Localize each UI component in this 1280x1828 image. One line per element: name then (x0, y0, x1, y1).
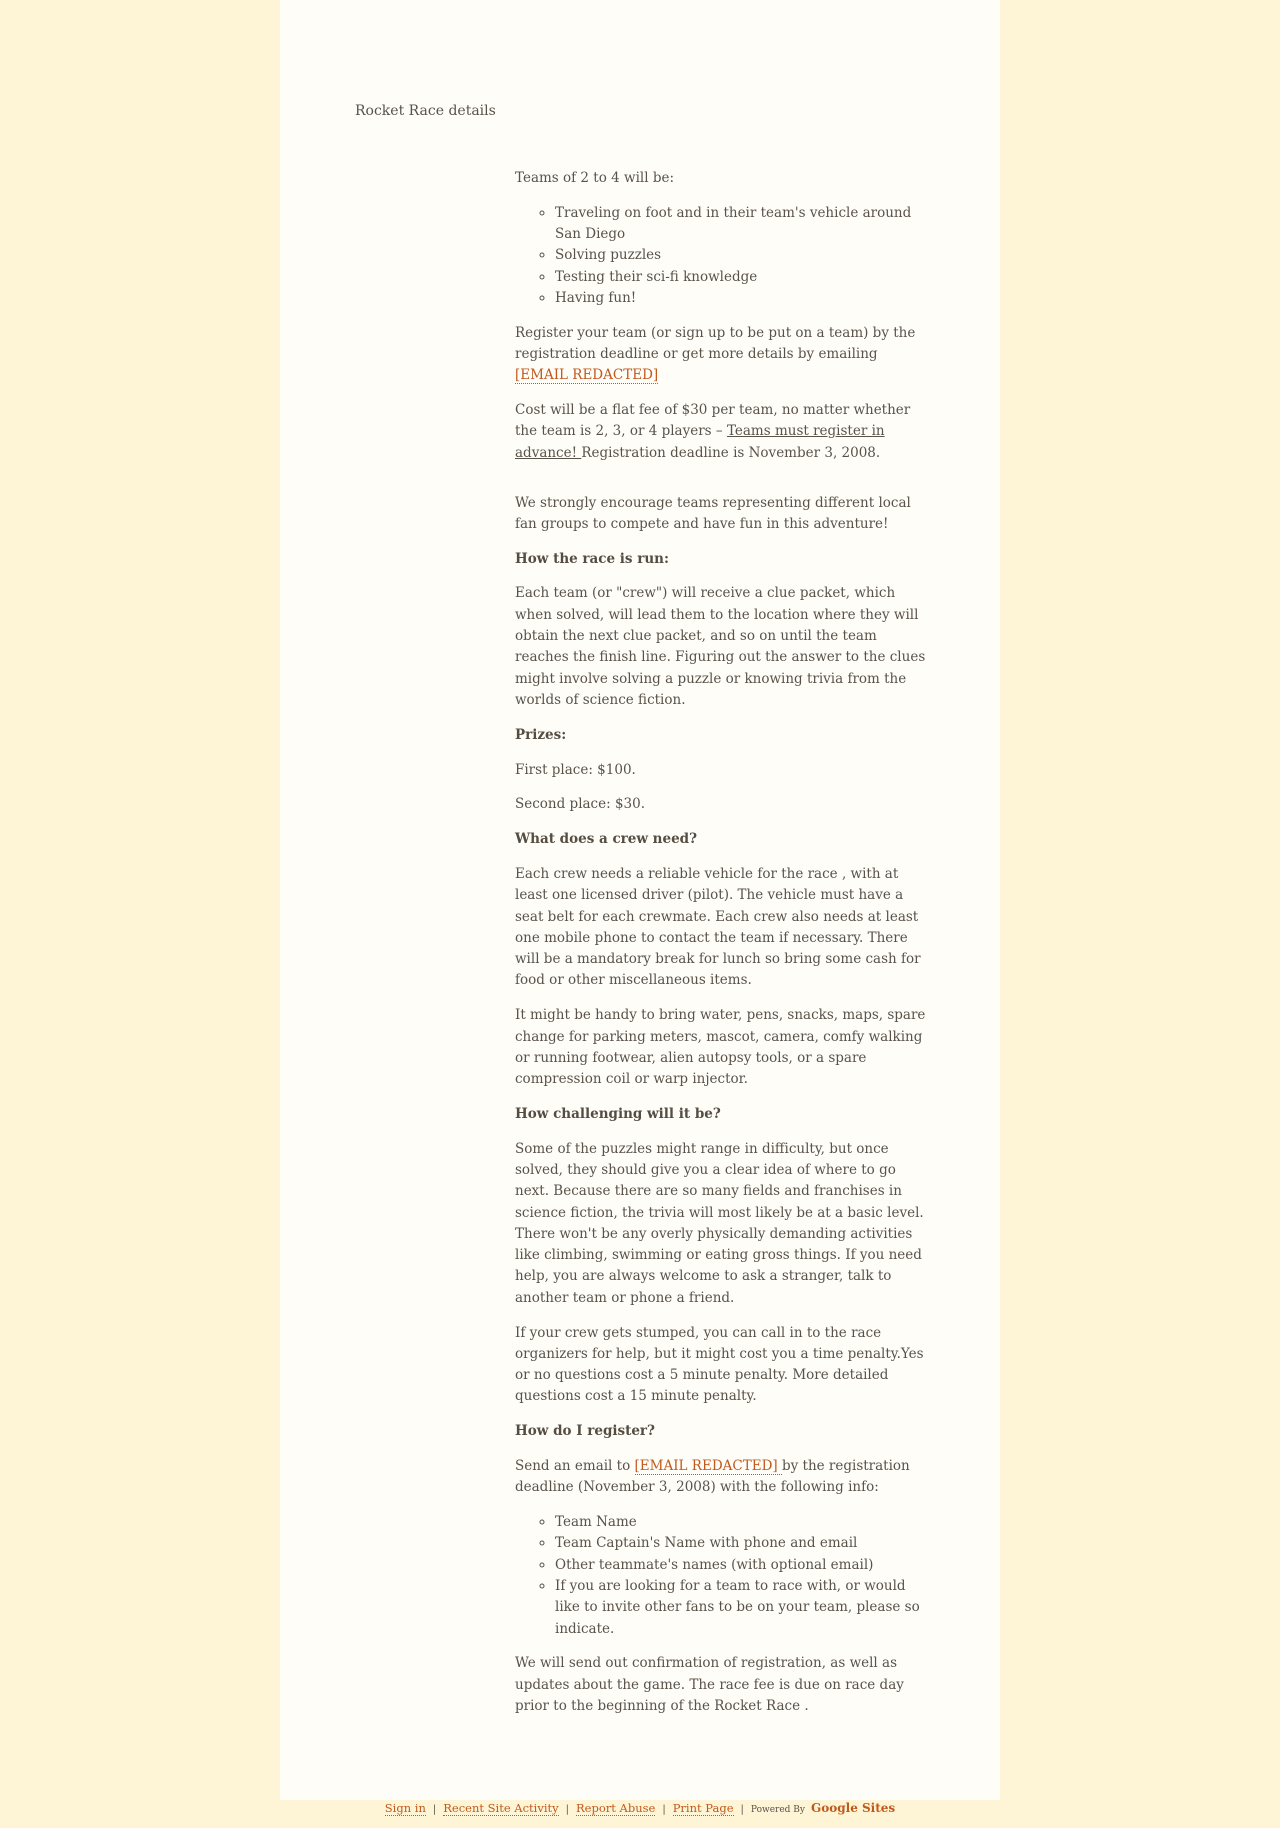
list-item: ◦ Team Captain's Name with phone and email (555, 1533, 927, 1554)
cost-paragraph (515, 400, 927, 464)
send-email-paragraph (515, 1456, 927, 1499)
how-run-heading (515, 549, 927, 570)
powered-by-label: Powered By (750, 1805, 805, 1815)
list-item: ◦ Other teammate's names (with optional email) (555, 1555, 927, 1576)
handy-paragraph: It might be handy to bring water, pens, snacks, maps, spare change for parking meters, mascot, camera, comfy walking or running footwear, alien autopsy tools, or a spare compression coil or warp injector. (515, 1007, 926, 1088)
challenging-paragraph: Some of the puzzles might range in difficulty, but once solved, they should give you a clear idea of where to go next. Because there are so many fields and franchises in science fiction, the trivia will most likely be at a basic level. There won't be any overly physically demanding activities like climbing, swimming or eating gross things. If you need help, you are always welcome to ask a stranger, talk to another team or phone a friend. (515, 1140, 924, 1306)
heading-text: How the race is run: (515, 550, 669, 567)
challenging-heading (515, 1104, 927, 1125)
spacer (515, 478, 927, 493)
email-link[interactable]: [EMAIL REDACTED] (515, 367, 659, 384)
separator: | (740, 1804, 744, 1815)
page-content (515, 168, 927, 1731)
heading-text: How challenging will it be? (515, 1105, 721, 1122)
prizes-heading (515, 725, 927, 746)
cost-text: Cost will be a flat fee of $30 per team, no matter whether the team is 2, 3, or 4 players – (515, 402, 911, 440)
page-container (280, 0, 1000, 1800)
second-place-text: Second place: $30. (515, 796, 646, 813)
list-item: ◦ Testing their sci-fi knowledge (555, 267, 927, 288)
list-item: ◦ If you are looking for a team to race with, or would like to invite other fans to be on your team, please so indicate. (555, 1576, 927, 1640)
list-item: ◦ Traveling on foot and in their team's vehicle around San Diego (555, 203, 927, 246)
report-abuse-link[interactable]: Report Abuse (576, 1801, 656, 1815)
register-paragraph (515, 323, 927, 387)
sign-in-link[interactable]: Sign in (384, 1801, 426, 1815)
heading-text: How do I register? (515, 1423, 655, 1440)
info-list (515, 1512, 927, 1640)
email-link-2[interactable]: [EMAIL REDACTED] (634, 1458, 782, 1475)
confirmation-paragraph: We will send out confirmation of registration, as well as updates about the game. The race fee is due on race day prior to the beginning of the Rocket Race . (515, 1655, 904, 1715)
separator: | (662, 1804, 666, 1815)
deadline-text: Registration deadline is November 3, 2008. (581, 444, 881, 461)
separator: | (432, 1804, 437, 1815)
list-item: ◦ Having fun! (555, 288, 927, 309)
list-item: ◦ Team Name (555, 1512, 927, 1533)
site-footer (0, 1801, 1280, 1815)
first-place-text: First place: $100. (515, 761, 636, 778)
google-sites-link[interactable]: Google Sites (811, 1801, 896, 1815)
list-item: ◦ Solving puzzles (555, 245, 927, 266)
register-heading (515, 1421, 927, 1442)
heading-text: Prizes: (515, 726, 567, 743)
crew-need-paragraph: Each crew needs a reliable vehicle for the race , with at least one licensed driver (pilot). The vehicle must have a seat belt for each crewmate. Each crew also needs at least one mobile phone to contact the team if necessary. There will be a mandatory break for lunch so bring some cash for food or other miscellaneous items. (515, 865, 921, 989)
how-run-paragraph: Each team (or "crew") will receive a clue packet, which when solved, will lead them to the location where they will obtain the next clue packet, and so on until the team reaches the finish line. Figuring out the answer to the clues might involve solving a puzzle or knowing trivia from the worlds of science fiction. (515, 585, 926, 708)
heading-text: What does a crew need? (515, 831, 698, 848)
stumped-paragraph: If your crew gets stumped, you can call in to the race organizers for help, but it might cost you a time penalty.Yes or no questions cost a 5 minute penalty. More detailed questions cost a 15 minute penalty. (515, 1324, 924, 1405)
print-page-link[interactable]: Print Page (672, 1801, 734, 1815)
crew-need-heading (515, 829, 927, 850)
register-advance-link[interactable]: Teams must register in advance! (515, 423, 885, 461)
page-title: Rocket Race details (355, 103, 496, 119)
register-text: Register your team (or sign up to be put on a team) by the registration deadline or get more details by emailing (515, 324, 916, 363)
encourage-paragraph: We strongly encourage teams representing different local fan groups to compete and have fun in this adventure! (515, 494, 911, 532)
teams-intro: Teams of 2 to 4 will be: (515, 170, 675, 186)
send-email-prefix: Send an email to (515, 1458, 635, 1475)
separator: | (565, 1804, 569, 1815)
activities-list (515, 203, 927, 309)
send-email-suffix: by the registration deadline (November 3, 2008) with the following info: (515, 1458, 910, 1496)
recent-activity-link[interactable]: Recent Site Activity (443, 1801, 559, 1815)
